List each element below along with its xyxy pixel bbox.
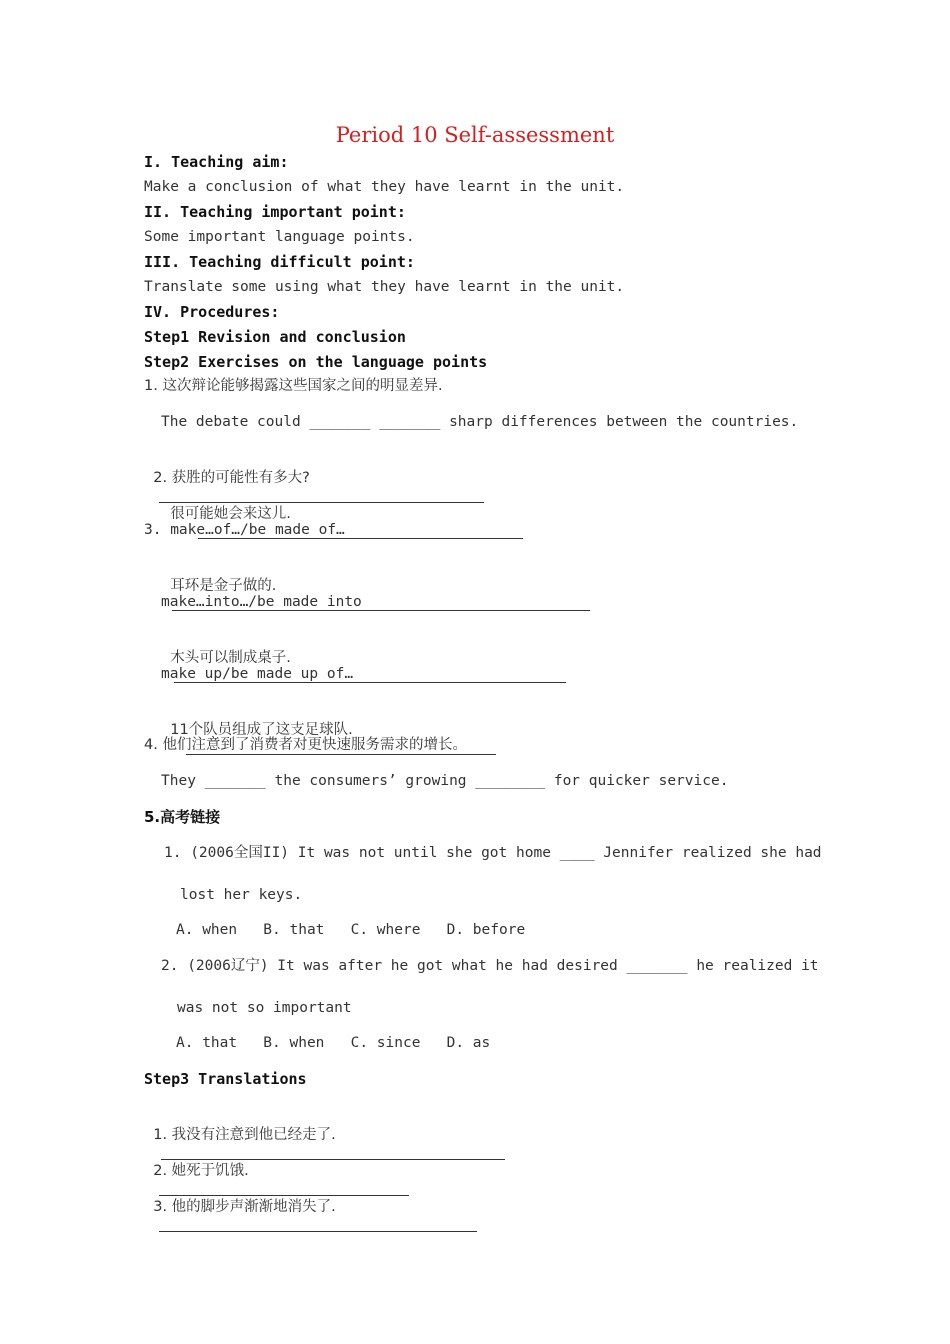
exercise-4-chinese: 4. 他们注意到了消费者对更快速服务需求的增长。 bbox=[144, 737, 467, 753]
exercise-1-sentence: The debate could _______ _______ sharp differences between the countries. bbox=[161, 414, 799, 430]
translation-3 bbox=[144, 1177, 477, 1238]
exercise-3-b-title: make…into…/be made into bbox=[161, 594, 362, 610]
translation-1-text: 1. 我没有注意到他已经走了. bbox=[153, 1127, 336, 1143]
important-point-text: Some important language points. bbox=[144, 229, 415, 245]
exercise-3-a-text: 耳环是金子做的. bbox=[170, 578, 277, 594]
question-1-options: A. when B. that C. where D. before bbox=[176, 922, 526, 938]
procedures-heading: IV. Procedures: bbox=[144, 303, 280, 321]
question-2-line-2: was not so important bbox=[177, 1000, 352, 1016]
exercise-4-sentence: They _______ the consumers’ growing ________ for quicker service. bbox=[161, 773, 729, 789]
answer-blank[interactable] bbox=[159, 1217, 477, 1232]
teaching-aim-heading: I. Teaching aim: bbox=[144, 153, 289, 171]
question-1-line-1: 1. (2006全国II) It was not until she got home ____ Jennifer realized she had bbox=[164, 845, 822, 861]
question-1-line-2: lost her keys. bbox=[180, 887, 303, 903]
step1-heading: Step1 Revision and conclusion bbox=[144, 328, 406, 346]
question-2-line-1: 2. (2006辽宁) It was after he got what he had desired _______ he realized it bbox=[161, 958, 819, 974]
exercise-3-c-text: 11个队员组成了这支足球队. bbox=[170, 722, 353, 738]
difficult-point-heading: III. Teaching difficult point: bbox=[144, 253, 415, 271]
page-title: Period 10 Self-assessment bbox=[335, 123, 615, 147]
teaching-aim-text: Make a conclusion of what they have learnt in the unit. bbox=[144, 179, 625, 195]
exercise-1-chinese: 1. 这次辩论能够揭露这些国家之间的明显差异. bbox=[144, 378, 443, 394]
exercise-3-c-title: make up/be made up of… bbox=[161, 666, 354, 682]
step2-heading: Step2 Exercises on the language points bbox=[144, 353, 488, 371]
translation-2-text: 2. 她死于饥饿. bbox=[153, 1163, 249, 1179]
step3-heading: Step3 Translations bbox=[144, 1070, 307, 1088]
difficult-point-text: Translate some using what they have learnt in the unit. bbox=[144, 279, 625, 295]
translation-3-text: 3. 他的脚步声渐渐地消失了. bbox=[153, 1199, 336, 1215]
exercise-2-question: 2. 获胜的可能性有多大? bbox=[153, 470, 310, 486]
exercise-5-title: 5.高考链接 bbox=[144, 808, 221, 826]
exercise-3-b-text: 木头可以制成桌子. bbox=[170, 650, 291, 666]
exercise-3-title: 3. make…of…/be made of… bbox=[144, 522, 345, 538]
exercise-2-second-text: 很可能她会来这儿. bbox=[170, 506, 291, 522]
important-point-heading: II. Teaching important point: bbox=[144, 203, 406, 221]
question-2-options: A. that B. when C. since D. as bbox=[176, 1035, 491, 1051]
